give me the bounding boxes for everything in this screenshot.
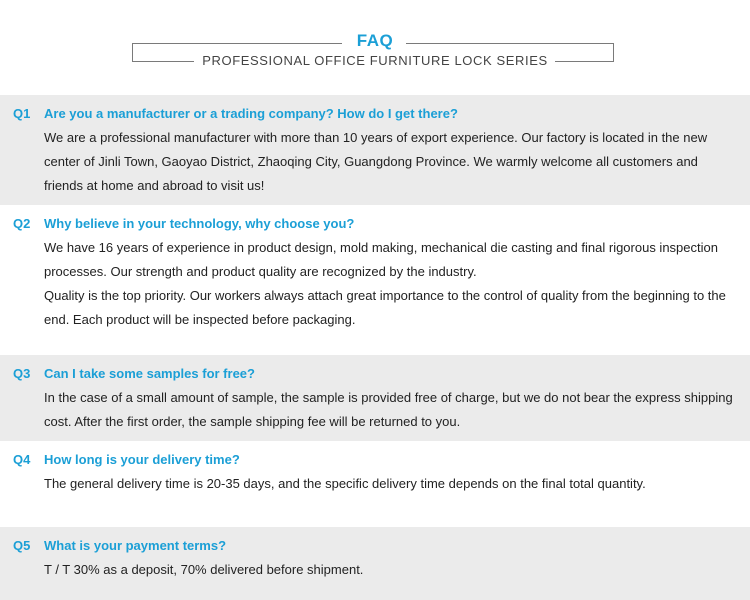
faq-header bbox=[0, 0, 750, 95]
answer-text bbox=[0, 236, 740, 332]
question-number: Q4 bbox=[13, 452, 31, 467]
page-subtitle: PROFESSIONAL OFFICE FURNITURE LOCK SERIES bbox=[202, 53, 548, 68]
page-title: FAQ bbox=[356, 31, 394, 50]
question-text: What is your payment terms? bbox=[44, 538, 227, 553]
answer-paragraph: The general delivery time is 20-35 days, and the specific delivery time depends on the final total quantity. bbox=[44, 476, 646, 491]
answer-text bbox=[0, 386, 740, 434]
faq-list bbox=[0, 95, 750, 600]
faq-item-q2 bbox=[0, 205, 750, 355]
question-text: Are you a manufacturer or a trading company? How do I get there? bbox=[44, 106, 458, 121]
question-text: Can I take some samples for free? bbox=[44, 366, 255, 381]
answer-text bbox=[0, 126, 740, 198]
answer-paragraph: In the case of a small amount of sample, the sample is provided free of charge, but we do not bear the express shipping cost. After the first order, the sample shipping fee will be returned to you. bbox=[44, 390, 733, 429]
faq-item-q1 bbox=[0, 95, 750, 205]
faq-item-q3 bbox=[0, 355, 750, 441]
answer-paragraph: T / T 30% as a deposit, 70% delivered before shipment. bbox=[44, 562, 364, 577]
answer-paragraph: We have 16 years of experience in product design, mold making, mechanical die casting and final rigorous inspection processes. Our strength and product quality are recognized by the industry. bbox=[44, 240, 718, 279]
question-text: Why believe in your technology, why choose you? bbox=[44, 216, 355, 231]
answer-text bbox=[0, 558, 740, 582]
answer-paragraph: We are a professional manufacturer with more than 10 years of export experience. Our factory is located in the new center of Jinli Town, Gaoyao District, Zhaoqing City, Guangdong Province. We warmly welcome all customers and friends at home and abroad to visit us! bbox=[44, 130, 708, 193]
answer-text bbox=[0, 472, 740, 496]
faq-item-q4 bbox=[0, 441, 750, 527]
question-number: Q2 bbox=[13, 216, 31, 231]
faq-item-q5 bbox=[0, 527, 750, 600]
question-number: Q5 bbox=[13, 538, 31, 553]
answer-paragraph: Quality is the top priority. Our workers always attach great importance to the control of quality from the beginning to the end. Each product will be inspected before packaging. bbox=[44, 288, 726, 327]
question-number: Q3 bbox=[13, 366, 31, 381]
question-text: How long is your delivery time? bbox=[44, 452, 240, 467]
question-number: Q1 bbox=[13, 106, 31, 121]
